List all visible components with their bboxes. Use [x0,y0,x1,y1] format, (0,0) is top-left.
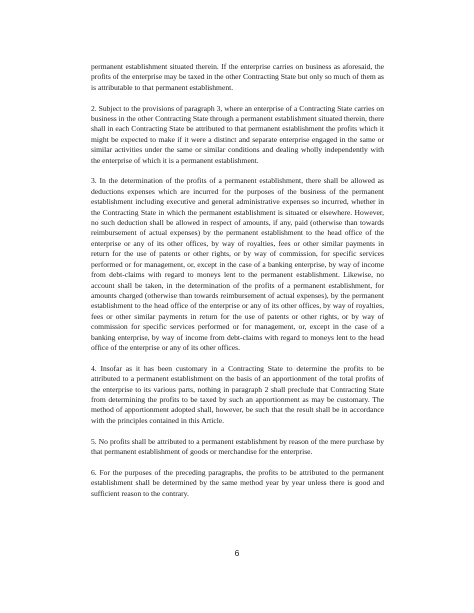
paragraph-2: 2. Subject to the provisions of paragraph 3, where an enterprise of a Contracting State carries on business in the other Contracting State through a permanent establishment situated therein, there shall in each Contracting State be attributed to that permanent establishment the profits which it might be expected to make if it were a distinct and separate enterprise engaged in the same or similar activities under the same or similar conditions and dealing wholly independently with the enterprise of which it is a permanent establishment. [91,103,384,165]
paragraph-3: 3. In the determination of the profits of a permanent establishment, there shall be allowed as deductions expenses which are incurred for the purposes of the business of the permanent establishment including executive and general administrative expenses so incurred, whether in the Contracting State in which the permanent establishment is situated or elsewhere. However, no such deduction shall be allowed in respect of amounts, if any, paid (otherwise than towards reimbursement of actual expenses) by the permanent establishment to the head office of the enterprise or any of its other offices, by way of royalties, fees or other similar payments in return for the use of patents or other rights, or by way of commission, for specific services performed or for management, or, except in the case of a banking enterprise, by way of income from debt-claims with regard to moneys lent to the permanent establishment. Likewise, no account shall be taken, in the determination of the profits of a permanent establishment, for amounts charged (otherwise than towards reimbursement of actual expenses), by the permanent establishment to the head office of the enterprise or any of its other offices, by way of royalties, fees or other similar payments in return for the use of patents or other rights, or by way of commission for specific services performed or for management, or, except in the case of a banking enterprise, by way of income from debt-claims with regard to moneys lent to the head office of the enterprise or any of its other offices. [91,176,384,352]
paragraph-continuation: permanent establishment situated therein. If the enterprise carries on business as aforesaid, the profits of the enterprise may be taxed in the other Contracting State but only so much of them as is attributable to that permanent establishment. [91,62,384,92]
page-number: 6 [234,548,240,558]
paragraph-4: 4. Insofar as it has been customary in a Contracting State to determine the profits to be attributed to a permanent establishment on the basis of an apportionment of the total profits of the enterprise to its various parts, nothing in paragraph 2 shall preclude that Contracting State from determining the profits to be taxed by such an apportionment as may be customary. The method of apportionment adopted shall, however, be such that the result shall be in accordance with the principles contained in this Article. [91,363,384,425]
document-body [91,62,384,509]
paragraph-5: 5. No profits shall be attributed to a permanent establishment by reason of the mere purchase by that permanent establishment of goods or merchandise for the enterprise. [91,436,384,456]
paragraph-6: 6. For the purposes of the preceding paragraphs, the profits to be attributed to the permanent establishment shall be determined by the same method year by year unless there is good and sufficient reason to the contrary. [91,467,384,498]
